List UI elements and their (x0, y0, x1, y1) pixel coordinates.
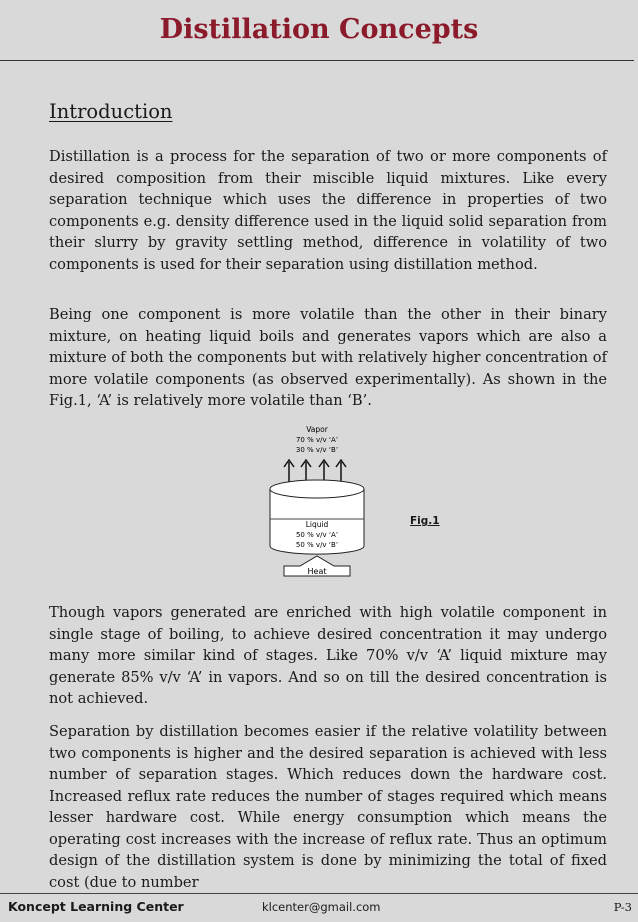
figure-label: Fig.1 (410, 515, 440, 527)
section-heading: Introduction (49, 100, 173, 123)
vapor-arrows (284, 460, 346, 482)
footer-email: klcenter@gmail.com (262, 900, 381, 914)
distillation-figure (262, 424, 372, 582)
paragraph-1: Distillation is a process for the separation of two or more components of desired composition from their miscible liquid mixtures. Like every separation technique which uses the difference in properties of two components e.g. density difference used in the liquid solid separation from their slurry by gravity settling method, difference in volatility of two components is used for their separation using distillation method. (49, 148, 607, 273)
vapor-composition-b: 30 % v/v ‘B’ (295, 446, 339, 454)
footer-divider (0, 893, 638, 894)
paragraph-2: Being one component is more volatile than the other in their binary mixture, on heating liquid boils and generates vapors which are also a mixture of both the components but with relatively higher concentration of more volatile components (as observed experimentally). As shown in the Fig.1, ‘A’ is relatively more volatile than ‘B’. (49, 306, 607, 409)
footer-organization: Koncept Learning Center (8, 899, 184, 914)
heat-label: Heat (307, 567, 327, 576)
paragraph-3: Though vapors generated are enriched with high volatile component in single stage of boiling, to achieve desired concentration it may undergo many more similar kind of stages. Like 70% v/v ‘A’ liquid mixture may generate 85% v/v ‘A’ in vapors. And so on till the desired concentration is not achieved. (49, 604, 607, 707)
liquid-title: Liquid (305, 520, 329, 529)
page-title: Distillation Concepts (159, 14, 479, 45)
page-number: P-3 (613, 900, 632, 914)
liquid-composition-a: 50 % v/v ‘A’ (295, 531, 339, 539)
liquid-composition-b: 50 % v/v ‘B’ (295, 541, 339, 549)
vapor-composition-a: 70 % v/v ‘A’ (295, 436, 339, 444)
header-divider (0, 60, 634, 61)
vapor-title: Vapor (306, 425, 328, 434)
paragraph-4: Separation by distillation becomes easier if the relative volatility between two components is higher and the desired separation is achieved with less number of separation stages. Which reduces down the hardware cost. Increased reflux rate reduces the number of stages required which means lesser hardware cost. While energy consumption which means the operating cost increases with the increase of reflux rate. Thus an optimum design of the distillation system is done by minimizing the total of fixed cost (due to number (49, 723, 607, 891)
